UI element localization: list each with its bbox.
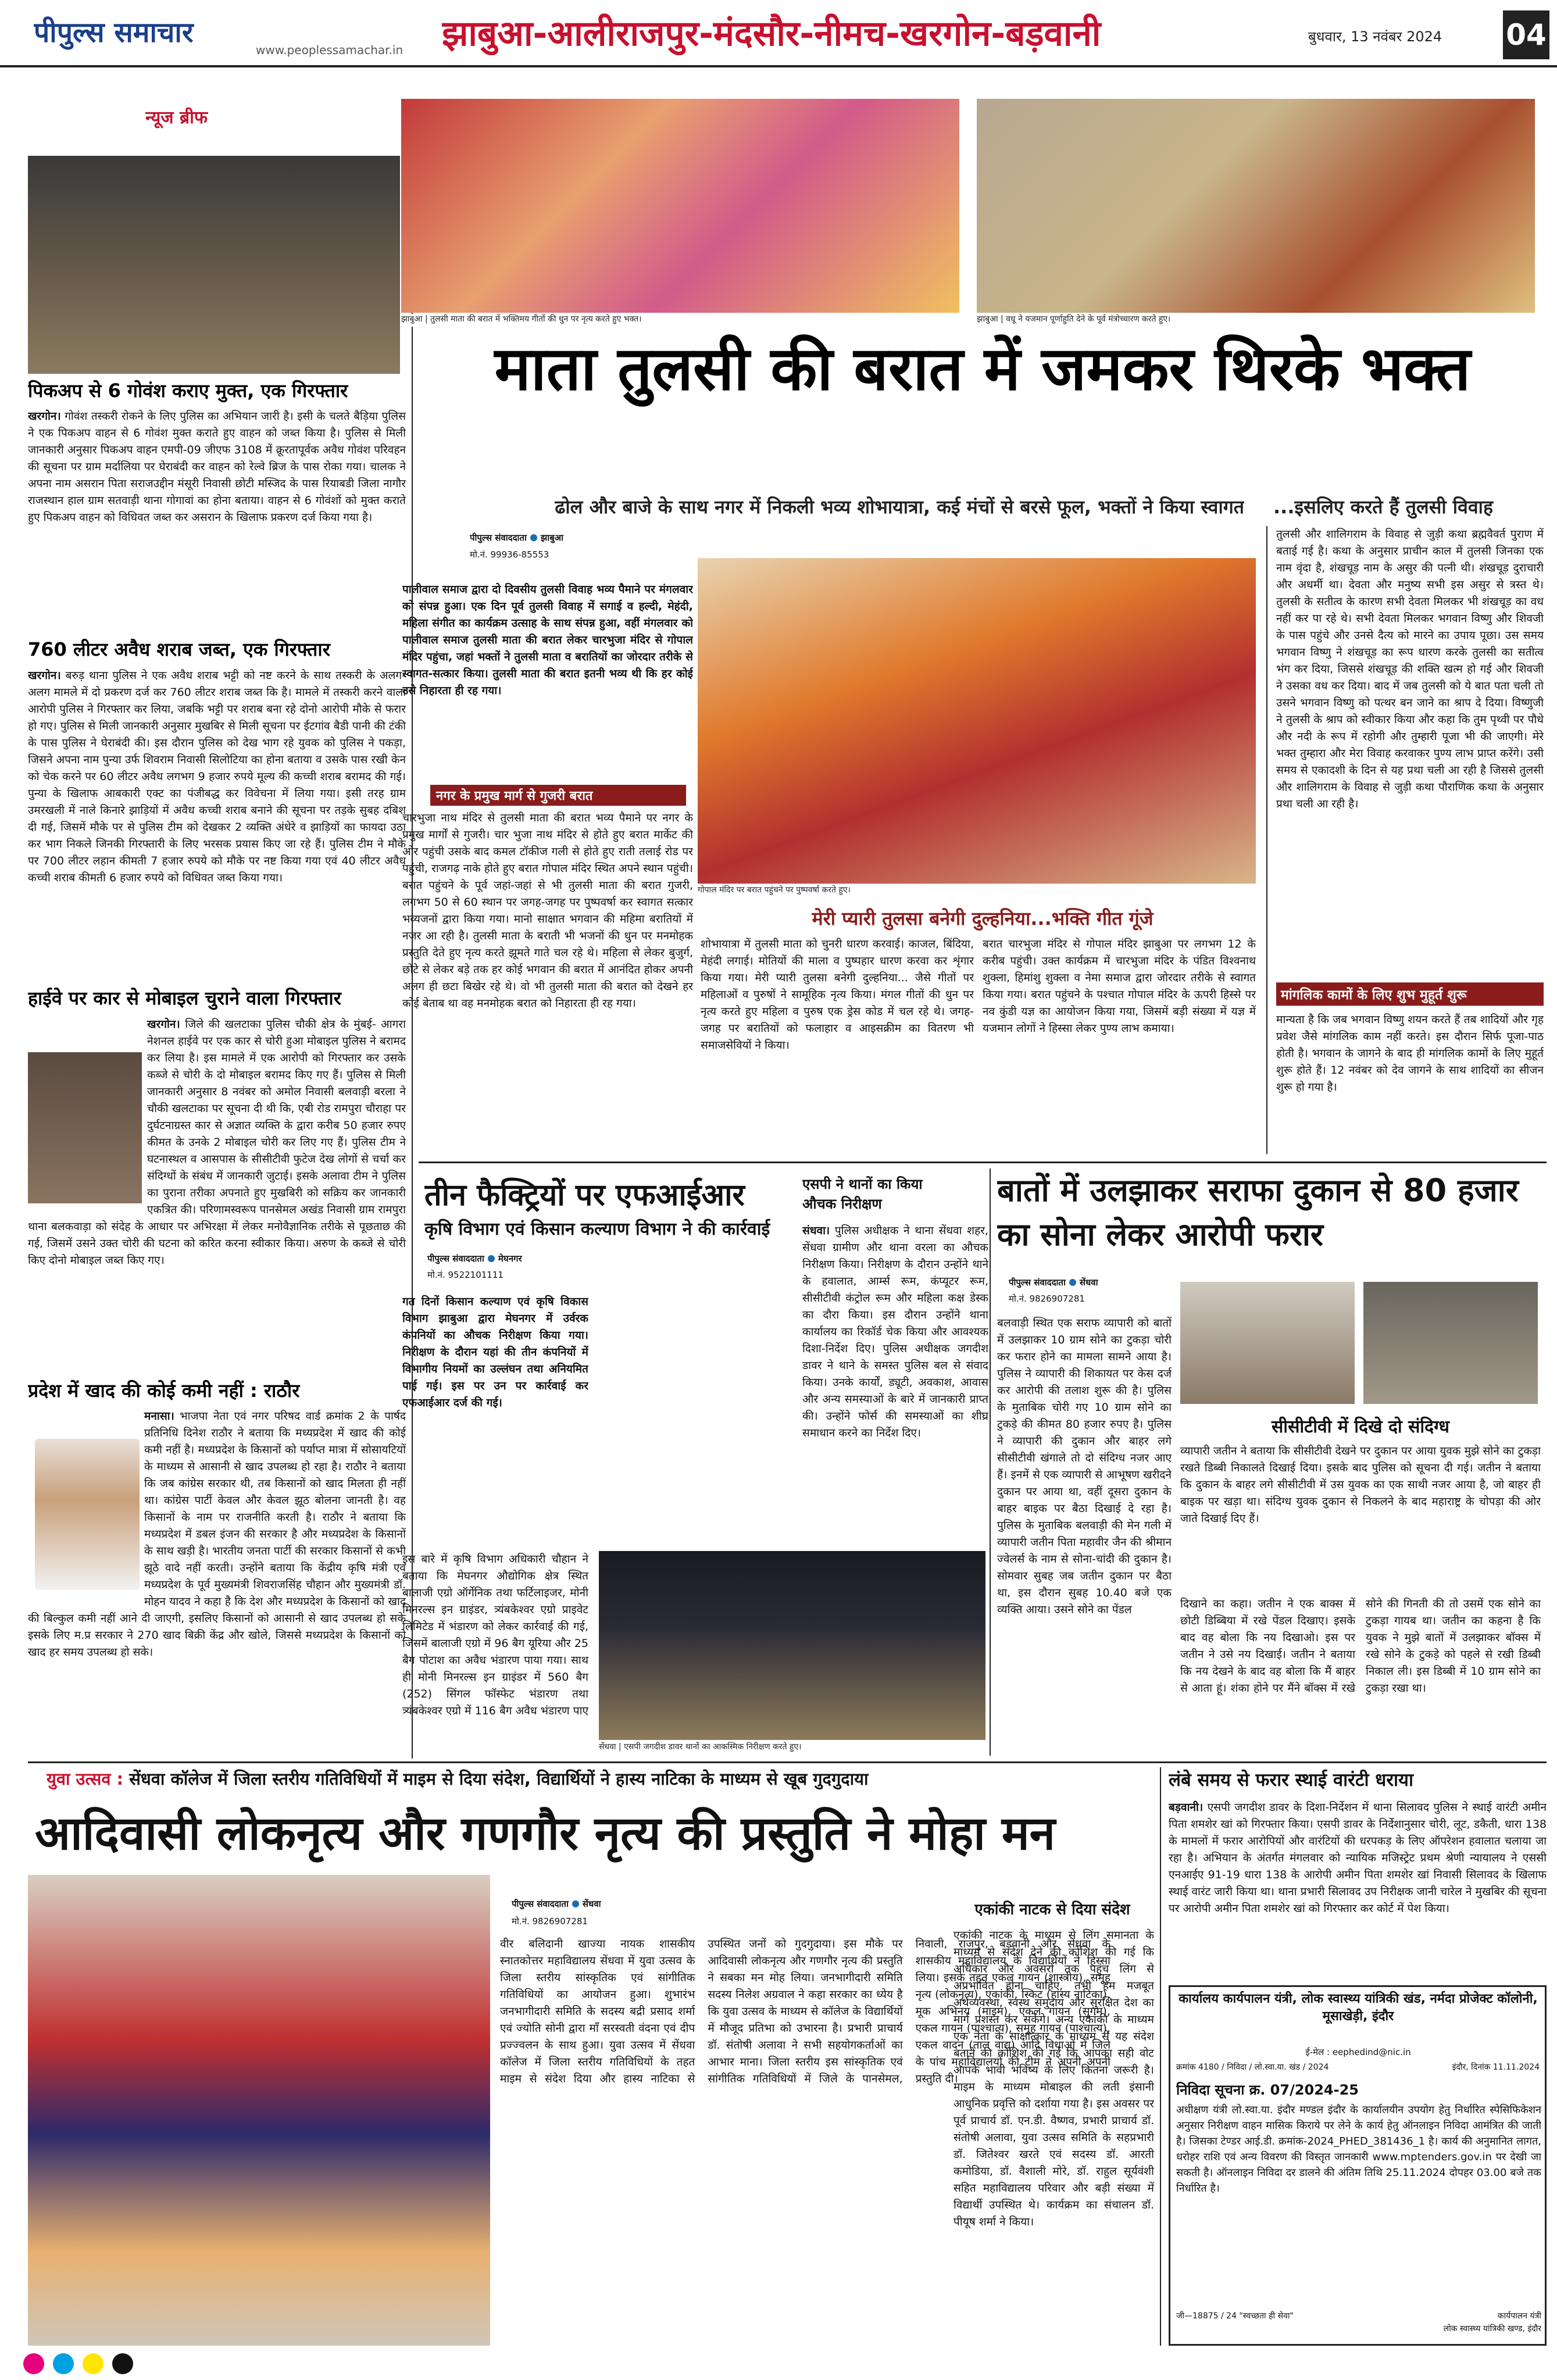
brief-4-headline: प्रदेश में खाद की कोई कमी नहीं : राठौर <box>28 1380 300 1402</box>
yuva-location: सेंधवा <box>582 1899 601 1909</box>
tender-text: अधीक्षण यंत्री लो.स्वा.या. इंदौर मण्डल इंदौर के कार्यालयीन उपयोग हेतु निर्धारित स्पेसिफिकेशन अनुसार निरीक्षण वाहन मासिक किराये पर लेने के कार्य हेतु ऑनलाइन निविदा आमंत्रित की जाती है। जिसका टेण्डर आई.डी. क्रमांक-2024_PHED_381436_1 है। कार्य की अनुमानित लागत, धरोहर राशि एवं अन्य विवरण की विस्तृत जानकारी www.mptenders.gov.in पर देखी जा सकती है। ऑनलाइन निविदा दर डालने की अंतिम तिथि 25.11.2024 दोपहर 03.00 बजे तक निर्धारित है। <box>1176 2104 1541 2195</box>
sarafa-location: सेंधवा <box>1079 1277 1098 1288</box>
brief-3-dateline: खरगोन। <box>147 1018 180 1031</box>
sp-headline <box>802 1174 988 1221</box>
tender-office-title: कार्यालय कार्यपालन यंत्री, लोक स्वास्थ्य यांत्रिकी खंड, नर्मदा प्रोजेक्ट कॉलोनी, मूसाखेड़ी, इंदौर <box>1179 1992 1538 2024</box>
warrant-text: एसपी जगदीश डावर के दिशा-निर्देशन में थाना सिलावद पुलिस ने स्थाई वारंटी अमीन पिता शमशेर खां को गिरफ्तार किया। एसपी डावर के निर्देशानुसार चोरी, लूट, डकैती, धारा 138 के मामलों में फरार आरोपियों और वारंटियों की धरपकड़ के लिए ऑपरेशन हवालात चलाया जा रहा है। अभियान के अंतर्गत मंगलवार को न्यायिक मजिस्ट्रेट प्रथम श्रेणी न्यायालय ने एससी एनआईए 91-19 धारा 138 के आरोपी अमीन पिता शमशेर खां निवासी सिलावद के खिलाफ स्थाई वारंट जारी किया था। थाना प्रभारी सिलावद उप निरीक्षक जानी चारेल ने मुखबिर की सूचना पर आरोपी अमीन पिता शमशेर खां को गिरफ्तार कर कोर्ट में पेश किया। <box>1169 1801 1547 1915</box>
page-number: 04 <box>1503 10 1549 59</box>
tulsi-photo-temple <box>698 558 1256 884</box>
tulsi-side-headline: ...इसलिए करते हैं तुलसी विवाह <box>1273 496 1493 518</box>
tulsi-byline <box>470 532 679 546</box>
brief-3-headline: हाईवे पर कार से मोबाइल चुराने वाला गिरफ्तार <box>28 987 341 1009</box>
brief-1-headline: पिकअप से 6 गोवंश कराए मुक्त, एक गिरफ्तार <box>28 380 348 402</box>
tender-ref-no: क्रमांक 4180 / निविदा / लो.स्वा.या. खंड / 2024 <box>1176 2063 1329 2072</box>
cctv-photo-2 <box>1363 1282 1538 1404</box>
fir-headline: तीन फैक्ट्रियों पर एफआईआर <box>424 1178 745 1213</box>
fir-byline-text: पीपुल्स संवाददाता <box>427 1253 484 1264</box>
tulsi-para-temple: बरात चारभुजा मंदिर से गोपाल मंदिर झाबुआ पर लगभग 12 के करीब पहुंची। उक्त कार्यक्रम में चारभुजा मंदिर के पंडित विश्वनाथ शुक्ला, हिमांशु शुक्ला व नेमा समाज द्वारा जोरदार तरीके से स्वागत किया गया। बरात पहुंचने के पश्चात गोपाल मंदिर के ऊपरी हिस्से पर नव कुंडी यज्ञ का आयोजन किया गया, जिसमें बड़ी संख्या में यज्ञ में यजमान लोगों ने हिस्सा लेकर पुण्य लाभ कमाया। <box>983 938 1256 1035</box>
sp-photo-caption: सेंधवा | एसपी जगदीश डावर थानों का आकस्मिक निरीक्षण करते हुए। <box>599 1742 985 1754</box>
issue-date: बुधवार, 13 नवंबर 2024 <box>1308 28 1442 45</box>
sarafa-mobile: मो.नं. 9826907281 <box>1009 1293 1085 1304</box>
sarafa-text-continued: दिखाने का कहा। जतीन ने एक बाक्स में छोटी डिब्बिया में रखे पेंडल दिखाए। इसके बाद वह बोला कि नय दिखाओ। इस पर जतीन ने उसे नय दिखाई। जतीन ने बताया कि नय देखने के बाद वह बोला कि मैं बाहर से आता हूं। शंका होने पर मैंने बॉक्स में रखे सोने की गिनती की तो उसमें एक सोने का टुकड़ा गायब था। जतीन का कहना है कि युवक ने मुझे बातों में उलझाकर बॉक्स में रखे सोने के टुकड़े को पहले से रखी डिब्बी निकाल ली। इस डिब्बी में 10 ग्राम सोने का टुकड़ा रखा था। <box>1180 1598 1541 1695</box>
police-photo <box>28 156 400 374</box>
fir-subheadline: कृषि विभाग एवं किसान कल्याण विभाग ने की कार्रवाई <box>424 1219 770 1239</box>
print-color-bar <box>23 2353 1535 2377</box>
tender-notice <box>1169 1985 1547 2346</box>
tender-footer-right-line-1: कार्यपालन यंत्री <box>1497 2311 1541 2321</box>
brief-1-text: गोवंश तस्करी रोकने के लिए पुलिस का अभियान जारी है। इसी के चलते बैड़िया पुलिस ने एक पिकअप वाहन से 6 गोवंश मुक्त कराते हुए वाहन को जब्त किया है। पुलिस से मिली जानकारी अनुसार पिकअप वाहन एमपी-09 जीएफ 3108 में क्रूरतापूर्वक अवैध गोवंश परिवहन की सूचना पर ग्राम मर्दालिया पर घेराबंदी कर वाहन को रेल्वे ब्रिज के पास रोका गया। चालक ने अपना नाम असरान पिता सराजउद्दीन मंसूरी निवासी छोटी मस्जिद के पास रियाबडी जिला नागौर राजस्थान हाल ग्राम सतवाड़ी थाना गोगावां का होना बताया। वाहन से 6 गोवंशों को मुक्त कराते हुए पिकअप वाहन को विधिवत जब्त कर असरान के खिलाफ प्रकरण दर्ज किया गया है। <box>28 410 406 524</box>
website-url[interactable]: www.peoplessamachar.in <box>256 43 403 57</box>
tender-footer-right <box>1356 2310 1541 2339</box>
yuva-strap <box>47 1767 1151 1794</box>
tulsi-side-text-2: मान्यता है कि जब भगवान विष्णु शयन करते हैं तब शादियों और गृह प्रवेश जैसे मांगलिक काम नहीं करते। इस दौरान सिर्फ पूजा-पाठ होती है। भगवान के जागने के बाद ही मांगलिक कामों के लिए मुहूर्त शुरू होते हैं। 12 नवंबर को देव जागने के साथ शादियों का सीजन शुरू हो गया है। <box>1276 1013 1544 1093</box>
sarafa-headline: बातों में उलझाकर सराफा दुकान से 80 हजार का सोना लेकर आरोपी फरार <box>997 1172 1519 1253</box>
registration-dot <box>112 2353 133 2374</box>
yuva-mobile: मो.नं. 9826907281 <box>512 1916 588 1927</box>
yuva-strap-text: सेंधवा कॉलेज में जिला स्तरीय गतिविधियों में माइम से दिया संदेश, विद्यार्थियों ने हास्य नाटिका के माध्यम से खूब गुदगुदाया <box>129 1769 869 1789</box>
yuva-kicker: युवा उत्सव : <box>47 1769 124 1789</box>
tulsi-subhead-route: नगर के प्रमुख मार्ग से गुजरी बरात <box>430 785 686 806</box>
tender-footer-right-line-2: लोक स्वास्थ्य यांत्रिकी खण्ड, इंदौर <box>1443 2324 1541 2333</box>
edition-regions: झाबुआ-आलीराजपुर-मंदसौर-नीमच-खरगोन-बड़वानी <box>442 13 1101 54</box>
brief-3-body <box>28 1016 406 1382</box>
sp-body <box>802 1223 988 1548</box>
sp-dateline: संधवा। <box>802 1224 830 1237</box>
section-divider-mid <box>419 1162 1547 1163</box>
warrant-headline: लंबे समय से फरार स्थाई वारंटी धराया <box>1169 1770 1414 1791</box>
yuva-text: वीर बलिदानी खाज्या नायक शासकीय स्नातकोत्तर महाविद्यालय सेंधवा में युवा उत्सव के जिला स्तरीय सांस्कृतिक एवं सांगीतिक गतिविधियों का आयोजन हुआ। शुभारंभ जनभागीदारी समिति के सदस्य बद्री प्रसाद शर्मा एवं ज्योति सोनी द्वारा माँ सरस्वती वंदना एवं दीप प्रज्ज्वलन के साथ हुआ। युवा उत्सव में सेंधवा कॉलेज में जिला स्तरीय गतिविधियों के तहत माइम से संदेश दिया और हास्य नाटिका से उपस्थित जनों को गुदगुदाया। इस मौके पर आदिवासी लोकनृत्य और गणगौर नृत्य की प्रस्तुति ने सबका मन मोह लिया। जनभागीदारी समिति सदस्य निलेश अग्रवाल ने कहा सरकार का ध्येय है कि युवा उत्सव के माध्यम से कॉलेज के विद्यार्थियों में मौजूद प्रतिभा को उभारना है। प्रभारी प्राचार्य डॉ. संतोषी अलावा ने सभी सहयोगकर्ताओं का आभार माना। जिला स्तरीय इस सांस्कृतिक एवं सांगीतिक गतिविधियों में जिले के पानसेमल, निवाली, राजपुर, बड़वानी और सेंधवा के शासकीय महाविद्यालय के विद्यार्थियों ने हिस्सा लिया। इसके तहत एकल गायन (शास्त्रीय), समूह नृत्य (लोकनृत्य), एकांकी, स्किट (हास्य नाटिका), मूक अभिनय (माइम), एकल गायन (सुगम), एकल गायन (पाश्चात्य), समूह गायन (पाश्चात्य), एकल वादन (ताल वाद्य) आदि विधाओं में जिले के पांच महाविद्यालयों की टीम ने अपनी अपनी प्रस्तुति दी। <box>500 1938 1110 2085</box>
tulsi-side-text: तुलसी और शालिगराम के विवाह से जुड़ी कथा ब्रह्मवैवर्त पुराण में बताई गई है। कथा के अनुसार प्राचीन काल में तुलसी जिनका एक नाम वृंदा है, शंखचूड़ नाम के असुर की पत्नी थी। शंखचूड़ दुराचारी और अधर्मी था। देवता और मनुष्य सभी इस असुर से त्रस्त थे। तुलसी के सतीत्व के कारण सभी देवता मिलकर भी शंखचूड़ का वध नहीं कर पा रहे थे। सभी देवता मिलकर भगवान विष्णु और शिवजी के पास पहुंचे और उनसे दैत्य को मारने का उपाय पूछा। उस समय भगवान विष्णु ने शंखचूड़ का रूप धारण करके तुलसी का सतीत्व भंग कर दिया, जिससे शंखचूड़ की शक्ति खत्म हो गई और शिवजी ने उसका वध कर दिया। बाद में जब तुलसी को ये बात पता चली तो उसने भगवान विष्णु को पत्थर बन जाने का श्राप दे दिया। विष्णुजी ने तुलसी के श्राप को स्वीकार किया और कहा कि तुम पृथ्वी पर पौधे और नदी के रूप में रहोगी और तुम्हारी पूजा भी की जाएगी। मेरे भक्त तुम्हारा और मेरा विवाह करवाकर पुण्य लाभ प्राप्त करेंगे। उसी समय से एकादशी के दिन से यह प्रथा चली आ रही है जिससे तुलसी और शालिगराम के विवाह से जुड़ी कथा पौराणिक कथा के अनुसार प्रथा चली आ रही है। <box>1276 528 1544 810</box>
sp-divider <box>990 1168 991 1756</box>
tender-email[interactable]: ई-मेल : eephedind@nic.in <box>1305 2047 1411 2057</box>
tulsi-photo-ritual-caption: झाबुआ | वधू ने यजमान पूर्णाहुति देने के पूर्व मंत्रोच्चारण करते हुए। <box>977 314 1535 327</box>
brief-2-dateline: खरगोन। <box>28 669 61 682</box>
ekanki-text: एकांकी नाटक के माध्यम से लिंग समानता के माध्यम से संदेश देने की कोशिश की गई कि अधिकार और अवसरों तक पहुंच लिंग से अप्रभावित होना चाहिए, तभी हम मजबूत अर्थव्यवस्था, स्वस्थ समुदाय और सुरक्षित देश का मार्ग प्रशस्त कर सकेंगे। अन्य एकांकी के माध्यम एक नेता के साक्षात्कार के माध्यम से यह संदेश बताने की कोशिश की गई कि आपका सही वोट आपके भावी भविष्य के लिए कितना जरूरी है। माइम के माध्यम मोबाइल की लती इंसानी आधुनिक प्रवृत्ति को दर्शाया गया है। इस अवसर पर पूर्व प्राचार्य डॉ. एन.डी. वैष्णव, प्रभारी प्राचार्य डॉ. संतोषी अलावा, युवा उत्सव समिति के सहप्रभारी डॉ. जितेश्वर खरते एवं सदस्य डॉ. आरती कमोडिया, डॉ. वैशाली मोरे, डॉ. राहुल सूर्यवंशी सहित महाविद्यालय परिवार और बड़ी संख्या में विद्यार्थी उपस्थित थे। कार्यक्रम का संचालन डॉ. पीयूष शर्मा ने किया। <box>954 1929 1154 2228</box>
tulsi-subhead-song: मेरी प्यारी तुलसा बनेगी दुल्हनिया...भक्ति गीत गूंजे <box>812 907 1154 930</box>
sp-headline-line-1: एसपी ने थानों का किया <box>802 1176 923 1192</box>
brief-4-text: भाजपा नेता एवं नगर परिषद वार्ड क्रमांक 2 के पार्षद प्रतिनिधि दिनेश राठौर ने बताया कि मध्यप्रदेश में खाद की कोई कमी नहीं है। मध्यप्रदेश के किसानों को पर्याप्त मात्रा में सोसायटियों के माध्यम से आसानी से खाद उपलब्ध हो रहा है। राठौर ने बताया कि जब कांग्रेस सरकार थी, तब किसानों को खाद मिलता ही नहीं था। कांग्रेस पार्टी केवल और केवल झूठ बोलना जानती है। वह किसानों के नाम पर राजनीति करती है। राठौर ने बताया कि मध्यप्रदेश में डबल इंजन की सरकार है और मध्यप्रदेश के किसानों के साथ खड़ी है। भारतीय जनता पार्टी की सरकार किसानों से कभी झूठे वादे नहीं करती। उन्होंने बताया कि केंद्रीय कृषि मंत्री एवं मध्यप्रदेश के पूर्व मुख्यमंत्री शिवराजसिंह चौहान और मुख्यमंत्री डॉ. मोहन यादव ने कहा है कि देश और मध्यप्रदेश के किसानों को खाद की बिल्कुल कमी नहीं आने दी जाएगी, इसलिए किसानों को आसानी से खाद उपलब्ध हो सके इसके लिए म.प्र सरकार ने 270 खाद बिक्री केंद्र और खोले, जिससे मध्यप्रदेश के किसानों को खाद हर समय उपलब्ध हो सके। <box>28 1410 406 1659</box>
fir-location: मेघनगर <box>498 1253 522 1264</box>
yuva-headline: आदिवासी लोकनृत्य और गणगौर नृत्य की प्रस्तुति ने मोहा मन <box>35 1806 1056 1860</box>
tender-ref-date: इंदौर, दिनांक 11.11.2024 <box>1452 2063 1540 2072</box>
side-divider <box>1266 526 1267 1154</box>
fir-mobile: मो.नं. 9522101111 <box>427 1270 503 1280</box>
cctv-photo-1 <box>1180 1282 1355 1404</box>
tender-footer-left: जी—18875 / 24 "स्वच्छता ही सेवा" <box>1176 2311 1294 2321</box>
fir-lead: गत दिनों किसान कल्याण एवं कृषि विकास विभाग झाबुआ द्वारा मेघनगर में उर्वरक कंपनियों का औचक निरीक्षण किया गया। निरीक्षण के दौरान यहां की तीन कंपनियों में विभागीय नियमों का उल्लंघन तथा अनियमित पाई गई। इस पर उन पर कार्रवाई कर एफआईआर दर्ज की गई। <box>402 1295 588 1409</box>
brief-2-text: बरुड़ थाना पुलिस ने एक अवैध शराब भट्टी को नष्ट करने के साथ तस्करी के अलग- अलग मामले में दो प्रकरण दर्ज कर 760 लीटर शराब जब्त कि है। मामले में तस्करी करने वाला आरोपी पुलिस ने गिरफ्तार कर लिया, जबकि भट्टी पर शराब बना रहे दोनो आरोपी मौके से फरार हो गए। पुलिस से मिली जानकारी अनुसार मुखबिर से मिली सूचना पर ईटगांव बैडी पानी की टंकी के पास पुलिस ने घेराबंदी की। इस दौरान पुलिस को देख भाग रहे युवक को पुलिस ने पकड़ा, जिसने अपना नाम पुन्या उर्फ शिवराम निवासी सिलोटिया का होना बताया व उसके पास रखी केन को चेक करने पर 60 लीटर अवैध लगभग 9 हजार रुपये मूल्य की कच्ची शराब बरामद की गई। पुन्या के खिलाफ आबकारी एक्ट का पंजीबद्ध कर विवेचना में लिया गया। इसी तरह ग्राम उमरखली में नाले किनारे झाड़ियों में अवैध कच्ची शराब बनाने की सूचना पर तड़के सुबह दबिश दी गई, जिसमें मौके पर से पुलिस टीम को देखकर 2 व्यक्ति अंधेरे व झाड़ियों का फायदा उठा कर भाग निकले जिनकी गिरफ्तारी के लिए भरसक प्रयास किए जा रहे हैं। पुलिस टीम ने मौके पर 700 लीटर लहान कीमती 7 हजार रुपये को मौके पर नष्ट किया गया एवं 40 लीटर अवैध कच्ची शराब कीमती 6 हजार रुपये को विधिवत जब्त किया गया। <box>28 669 406 884</box>
tulsi-byline-text: पीपुल्स संवाददाता <box>470 533 527 543</box>
yuva-dance-photo <box>28 1875 490 2346</box>
brief-1-body <box>28 408 406 629</box>
brief-4-body <box>28 1408 406 1763</box>
yuva-byline <box>512 1898 698 1912</box>
registration-dot <box>23 2353 44 2374</box>
tulsi-lead: पालीवाल समाज द्वारा दो दिवसीय तुलसी विवाह भव्य पैमाने पर मंगलवार को संपन्न हुआ। एक दिन पूर्व तुलसी विवाह में सगाई व हल्दी, मेहंदी, महिला संगीत का कार्यक्रम उत्साह के साथ संपन्न हुआ, वहीं मंगलवार को पालीवाल समाज तुलसी माता की बरात लेकर चारभुजा मंदिर से गोपाल मंदिर पहुंचा, जहां भक्तों ने तुलसी माता व बरातियों का जोरदार तरीके से स्वागत-सत्कार किया। तुलसी माता की बरात इतनी भव्य थी कि हर कोई उसे निहारता ही रह गया। <box>402 583 693 697</box>
fir-byline <box>427 1253 602 1267</box>
sarafa-byline <box>1009 1277 1183 1291</box>
tulsi-photo-dance <box>401 99 959 313</box>
cctv-headline: सीसीटीवी में दिखे दो संदिग्ध <box>1272 1417 1449 1437</box>
tulsi-subheadline: ढोल और बाजे के साथ नगर में निकली भव्य शोभायात्रा, कई मंचों से बरसे फूल, भक्तों ने किया स्वागत <box>555 496 1244 518</box>
masthead <box>0 0 1557 67</box>
warrant-body <box>1169 1799 1547 1974</box>
cctv-text: व्यापारी जतीन ने बताया कि सीसीटीवी देखने पर दुकान पर आया युवक मुझे सोने का टुकड़ा रखते डिब्बी निकालते दिखाई दिया। इसके बाद पुलिस को सूचना दी गई। जतीन ने बताया कि दुकान के बाहर लगे सीसीटीवी में उस युवक का एक साथी नजर आया है, जो बाहर ही बाइक पर खड़ा था। संदिग्ध युवक दुकान से निकलने के बाद महाराष्ट्र के चोपड़ा की ओर जाते दिखाई दिए हैं। <box>1180 1445 1541 1525</box>
tulsi-side-subhead: मांगलिक कामों के लिए शुभ मुहूर्त शुरू <box>1276 982 1544 1006</box>
tulsi-headline: माता तुलसी की बरात में जमकर थिरके भक्त <box>494 333 1471 404</box>
yuva-text-lead-spacer <box>712 1875 910 1933</box>
brief-2-headline: 760 लीटर अवैध शराब जब्त, एक गिरफ्तार <box>28 638 330 660</box>
sp-headline-line-2: औचक निरीक्षण <box>802 1196 882 1212</box>
section-divider-lower <box>28 1761 1547 1763</box>
brief-4-dateline: मनासा। <box>144 1410 174 1423</box>
warrant-dateline: बड़वानी। <box>1169 1801 1204 1814</box>
tulsi-para-route: चारभुजा नाथ मंदिर से तुलसी माता की बरात भव्य पैमाने पर नगर के प्रमुख मार्गों से गुजरी। चार भुजा नाथ मंदिर से होते हुए बरात मार्केट की ओर पहुंची उसके बाद कमल टॉकीज गली से होते हुए राती तलाई रोड पर पहुंची, राजगढ़ नाके होते हुए बरात गोपाल मंदिर स्थित अपने स्थान पहुंची। बरात पहुंचने के पूर्व जहां-जहां से भी तुलसी माता की बरात गुजरी, लगभग 50 से 60 स्थान पर जगह-जगह पर पुष्पवर्षा कर स्वागत सत्कार भव्यजनों द्वारा किया गया। मानो साक्षात भगवान की महिमा बरातियों में नजर आ रही है। तुलसी माता के बराती भी भजनों की धुन पर मनमोहक प्रस्तुति देते हुए नृत्य करते झूमते गाते चल रहे थे। महिला से लेकर बुजुर्ग, छोटे से लेकर बड़े तक हर कोई भगवान की बरात में आनंदित होकर अपनी अलग ही छटा बिखेर रहे थे। वो भी तुलसी माता की बरात को देखने हर कोई बेताब था वह मनमोहक बरात को निहारता ही रह गया। <box>402 812 693 1010</box>
warrant-divider <box>1160 1767 1161 2346</box>
tulsi-photo-temple-caption: गोपाल मंदिर पर बरात पहुंचने पर पुष्पवर्षा करते हुए। <box>698 885 1256 898</box>
tulsi-mobile: मो.नं. 99936-85553 <box>470 549 549 560</box>
registration-dot <box>83 2353 103 2374</box>
sarafa-byline-text: पीपुल्स संवाददाता <box>1009 1277 1066 1288</box>
fir-text: इस बारे में कृषि विभाग अधिकारी चौहान ने बताया कि मेघनगर औद्योगिक क्षेत्र स्थित बालाजी एग्रो ऑर्गेनिक तथा फर्टिलाइजर, मोनी मिनरल्स इन ग्राइंडर, त्र्यंबकेश्वर एग्रो प्राइवेट लिमिटेड में भंडारण को लेकर कार्रवाई की गई, जिसमें बालाजी एग्रो में 96 बैग यूरिया और 25 बैग पोटाश का अवैध भंडारण पाया गया। साथ ही मोनी मिनरल्स इन ग्राइंडर में 560 बैग (252) सिंगल फॉस्फेट भंडारण तथा त्र्यंबकेश्वर एग्रो में 116 बैग अवैध भंडारण पाए <box>402 1553 588 1717</box>
tulsi-photo-ritual <box>977 99 1535 313</box>
tulsi-location: झाबुआ <box>540 533 563 543</box>
registration-dot <box>53 2353 74 2374</box>
sarafa-text: बलवाड़ी स्थित एक सराफ व्यापारी को बातों में उलझाकर 10 ग्राम सोने का टुकड़ा चोरी कर फरार होने का मामला सामने आया है। पुलिस ने व्यापारी की शिकायत पर केस दर्ज कर आरोपी की तलाश शुरू की है। पुलिस के मुताबिक चोरी गए 10 ग्राम सोने का टुकड़े की कीमत 80 हजार रुपए है। पुलिस ने व्यापारी की दुकान और बाहर लगे सीसीटीवी खंगाले तो दो संदिग्ध नजर आए हैं। इनमें से एक व्यापारी से आभूषण खरीदने दुकान पर आया था, वहीं दूसरा दुकान के बाहर बाइक पर बैठा दिखाई दे रहा है। पुलिस के मुताबिक बलवाड़ी की मेन गली में व्यापारी जतीन पिता महावीर जैन की श्रीमान ज्वेलर्स के नाम से सोना-चांदी की दुकान है। सोमवार सुबह जब जतीन दुकान पर बैठा था, इस दौरान सुबह 10.40 बजे एक व्यक्ति आया। उसने सोने का पेंडल <box>997 1317 1172 1616</box>
brief-2-body <box>28 667 406 984</box>
tulsi-photo-dance-caption: झाबुआ | तुलसी माता की बरात में भक्तिमय गीतों की धुन पर नृत्य करते हुए भक्त। <box>401 314 959 327</box>
news-brief-label: न्यूज ब्रीफ <box>145 108 208 128</box>
tulsi-para-song: शोभायात्रा में तुलसी माता को चुनरी धारण करवाई। काजल, बिंदिया, मेहंदी लगाई। मोतियों की माला व पुष्पहार धारण करवा कर शृंगार किया गया। मेरी प्यारी तुलसा बनेगी दुल्हनिया... जैसे गीतों पर महिलाओं व पुरुषों ने सामूहिक नृत्य किया। मंगल गीतों की धुन पर नृत्य करते हुए महिला व पुरुष एक ड्रेस कोड में चल रहे थे। जगह-जगह पर बरातियों को फलाहार व आइसक्रीम का वितरण भी समाजसेवियों ने किया। <box>701 938 974 1052</box>
ekanki-headline: एकांकी नाटक से दिया संदेश <box>974 1901 1130 1918</box>
brief-3-text: जिले की खलटाका पुलिस चौकी क्षेत्र के मुंबई- आगरा नेशनल हाईवे पर एक कार से चोरी हुआ मोबाइल पुलिस ने बरामद कर लिया है। इस मामले में एक आरोपी को गिरफ्तार कर उसके कब्जे से चोरी के दो मोबाइल बरामद किए गए हैं। पुलिस से मिली जानकारी अनुसार 8 नवंबर को अमोल निवासी बलवाड़ी बरला ने चौकी खलटाका पर सूचना दी थी कि, एबी रोड रामपुरा चौराहा पर दुर्घटनाग्रस्त कार से अज्ञात व्यक्ति के द्वारा करीब 50 हजार रुपए कीमत के उनके 2 मोबाइल चोरी कर लिए गए हैं। पुलिस टीम ने घटनास्थल व आसपास के सीसीटीवी फुटेज देख लोगों से चर्चा कर संदिग्धों के संबंध में जानकारी जुटाई। इसके अलावा टीम ने पुलिस का पुराना तरीका अपनाते हुए मुखबिरी को सक्रिय कर जानकारी एकत्रित की। परिणामस्वरूप पानसेमल अखंड निवासी ग्राम रामपुरा थाना बलकवाड़ा को संदेह के आधार पर अभिरक्षा में लेकर मनोवैज्ञानिक तरीके से पूछताछ की गई, जिसमें उसने उक्त चोरी की घटना को करित करना स्वीकार किया। अरुण के कब्जे से चोरी किए दोनो मोबाइल जब्त किए गए। <box>28 1018 406 1267</box>
brief-1-dateline: खरगोन। <box>28 410 61 423</box>
sp-photo <box>599 1551 985 1740</box>
brand-logo: पीपुल्स समाचार <box>34 16 194 49</box>
tender-notice-heading: निविदा सूचना क्र. 07/2024-25 <box>1176 2082 1359 2098</box>
sp-text: पुलिस अधीक्षक ने थाना सेंधवा शहर, सेंधवा ग्रामीण और थाना वरला का औचक निरीक्षण किया। निरीक्षण के दौरान उन्होंने थाने के हवालात, आर्म्स रूम, कंप्यूटर रूम, सीसीटीवी कंट्रोल रूम और महिला कक्ष डेस्क का दौरा किया। इस दौरान उन्होंने थाना कार्यालय का रिकॉर्ड चेक किया और आवश्यक दिशा-निर्देश दिए। पुलिस अधीक्षक जगदीश डावर ने थाने के समस्त पुलिस बल से संवाद किया। उनके कार्यों, ड्यूटी, अवकाश, आवास और अन्य समस्याओं के बारे में जानकारी प्राप्त की। उन्होंने फोर्स की समस्याओं का शीघ्र समाधान करने का निर्देश दिए। <box>802 1224 988 1439</box>
yuva-byline-text: पीपुल्स संवाददाता <box>512 1899 569 1909</box>
